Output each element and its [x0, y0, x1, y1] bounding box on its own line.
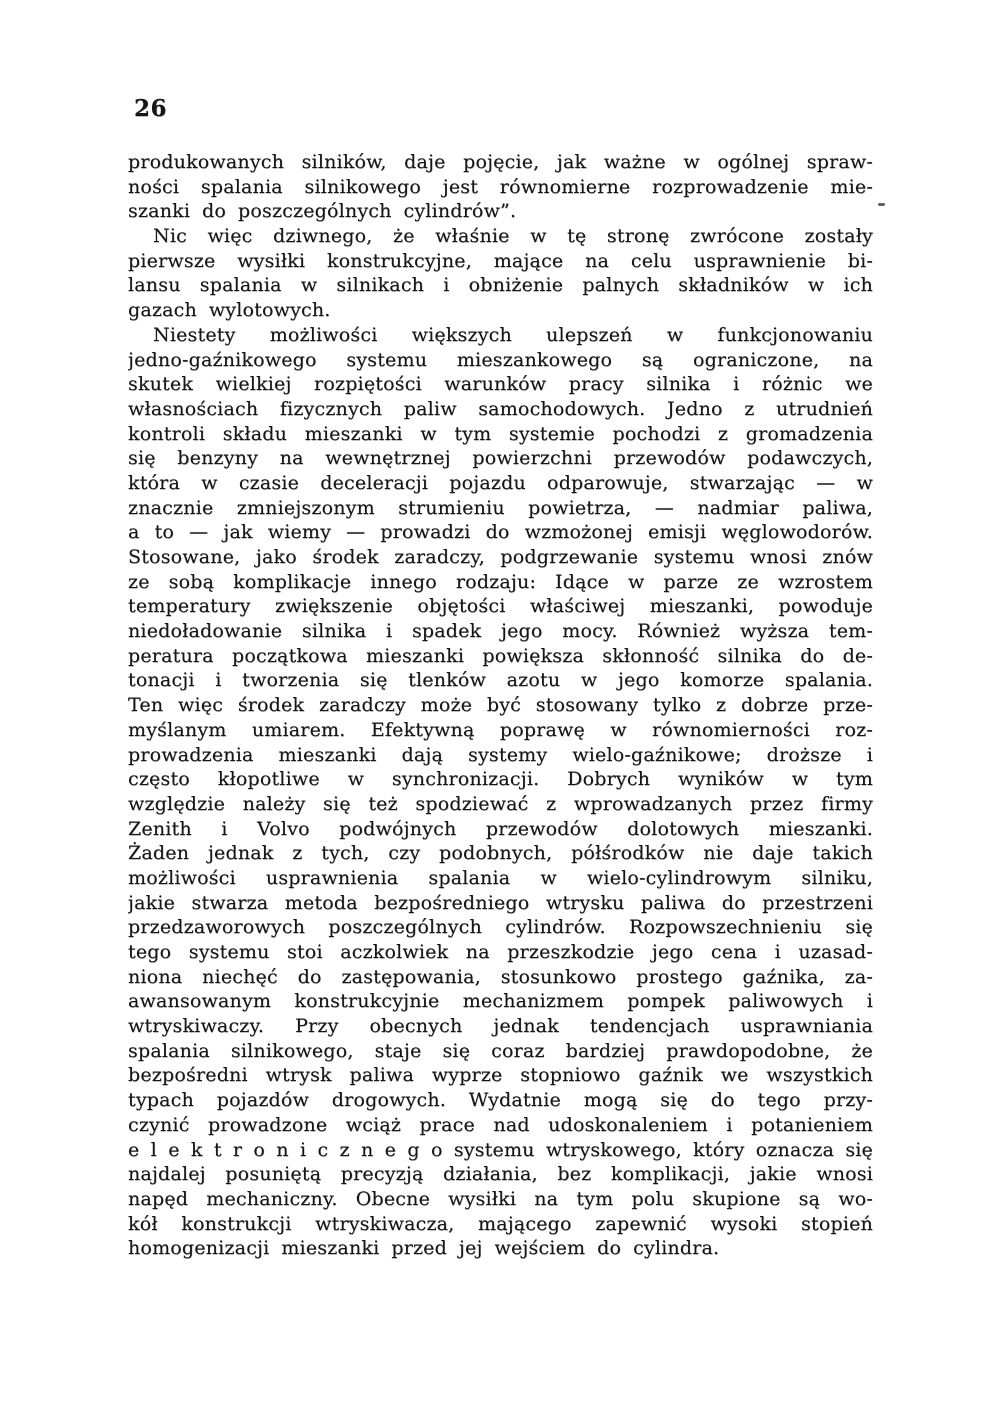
text-line: Nic więc dziwnego, że właśnie w tę stronę zwrócone zostały — [153, 225, 873, 248]
text-line: kół konstrukcji wtryskiwacza, mającego zapewnić wysoki stopień — [128, 1212, 873, 1235]
text-line: tonacji i tworzenia się tlenków azotu w jego komorze spalania. — [128, 669, 873, 692]
page-number: 26 — [134, 95, 168, 122]
text-line: spalania silnikowego, staje się coraz bardziej prawdopodobne, że — [128, 1039, 873, 1062]
text-line: się benzyny na wewnętrznej powierzchni przewodów podawczych, — [128, 447, 873, 470]
text-line: przedzaworowych poszczególnych cylindrów. Rozpowszechnieniu się — [128, 916, 873, 939]
text-line: najdalej posuniętą precyzją działania, bez komplikacji, jakie wnosi — [128, 1163, 873, 1186]
text-line: możliwości usprawnienia spalania w wielo-cylindrowym silniku, — [128, 866, 873, 889]
text-line: temperatury zwiększenie objętości właściwej mieszanki, powoduje — [128, 595, 873, 618]
paragraph — [128, 323, 873, 1261]
text-line: własnościach fizycznych paliw samochodowych. Jedno z utrudnień — [128, 397, 873, 420]
text-line: e l e k t r o n i c z n e g o systemu wtryskowego, który oznacza się — [128, 1138, 873, 1161]
text-line: skutek wielkiej rozpiętości warunków pracy silnika i różnic we — [128, 373, 873, 396]
text-line: pierwsze wysiłki konstrukcyjne, mające na celu usprawnienie bi- — [128, 249, 873, 272]
text-line: jedno-gaźnikowego systemu mieszankowego są ograniczone, na — [128, 348, 873, 371]
paragraph — [128, 150, 873, 224]
text-line: gazach wylotowych. — [128, 299, 331, 322]
paragraph — [128, 224, 873, 323]
text-line: prowadzenia mieszanki dają systemy wielo-gaźnikowe; droższe i — [128, 743, 873, 766]
text-line: peratura początkowa mieszanki powiększa skłonność silnika do de- — [128, 644, 873, 667]
text-line: Niestety możliwości większych ulepszeń w funkcjonowaniu — [153, 323, 873, 346]
text-line: typach pojazdów drogowych. Wydatnie mogą się do tego przy- — [128, 1089, 873, 1112]
text-line: bezpośredni wtrysk paliwa wyprze stopniowo gaźnik we wszystkich — [128, 1064, 873, 1087]
text-line: często kłopotliwe w synchronizacji. Dobrych wyników w tym — [128, 768, 873, 791]
text-line: a to — jak wiemy — prowadzi do wzmożonej emisji węglowodorów. — [128, 521, 873, 544]
text-line: ze sobą komplikacje innego rodzaju: Idące w parze ze wzrostem — [128, 570, 873, 593]
text-line: homogenizacji mieszanki przed jej wejściem do cylindra. — [128, 1237, 720, 1260]
text-line: wtryskiwaczy. Przy obecnych jednak tendencjach usprawniania — [128, 1015, 873, 1038]
text-line: napęd mechaniczny. Obecne wysiłki na tym polu skupione są wo- — [128, 1187, 873, 1210]
text-line: znacznie zmniejszonym strumieniu powietrza, — nadmiar paliwa, — [128, 496, 873, 519]
text-block — [128, 150, 873, 1261]
text-line: szanki do poszczególnych cylindrów”. — [128, 200, 517, 223]
text-line: awansowanym konstrukcyjnie mechanizmem pompek paliwowych i — [128, 990, 873, 1013]
text-line: tego systemu stoi aczkolwiek na przeszkodzie jego cena i uzasad- — [128, 941, 873, 963]
text-line: Żaden jednak z tych, czy podobnych, półśrodków nie daje takich — [128, 842, 873, 865]
text-line: Stosowane, jako środek zaradczy, podgrzewanie systemu wnosi znów — [128, 546, 873, 568]
text-line: Zenith i Volvo podwójnych przewodów dolotowych mieszanki. — [128, 817, 873, 840]
text-line: względzie należy się też spodziewać z wprowadzanych przez firmy — [128, 792, 873, 815]
text-line: Ten więc środek zaradczy może być stosowany tylko z dobrze prze- — [128, 694, 873, 717]
text-line: niona niechęć do zastępowania, stosunkowo prostego gaźnika, za- — [128, 965, 873, 988]
text-line: kontroli składu mieszanki w tym systemie pochodzi z gromadzenia — [128, 422, 873, 445]
text-line: niedoładowanie silnika i spadek jego mocy. Również wyższa tem- — [128, 620, 873, 643]
text-line: jakie stwarza metoda bezpośredniego wtrysku paliwa do przestrzeni — [128, 891, 873, 914]
text-line: lansu spalania w silnikach i obniżenie palnych składników w ich — [128, 274, 873, 297]
text-line: myślanym umiarem. Efektywną poprawę w równomierności roz- — [128, 718, 873, 741]
text-line: która w czasie deceleracji pojazdu odparowuje, stwarzając — w — [128, 471, 873, 494]
text-line: produkowanych silników, daje pojęcie, jak ważne w ogólnej spraw- — [128, 151, 873, 173]
text-line: czynić prowadzone wciąż prace nad udoskonaleniem i potanieniem — [128, 1113, 873, 1136]
text-line: ności spalania silnikowego jest równomierne rozprowadzenie mie- — [128, 175, 873, 198]
scan-artifact — [878, 203, 885, 206]
